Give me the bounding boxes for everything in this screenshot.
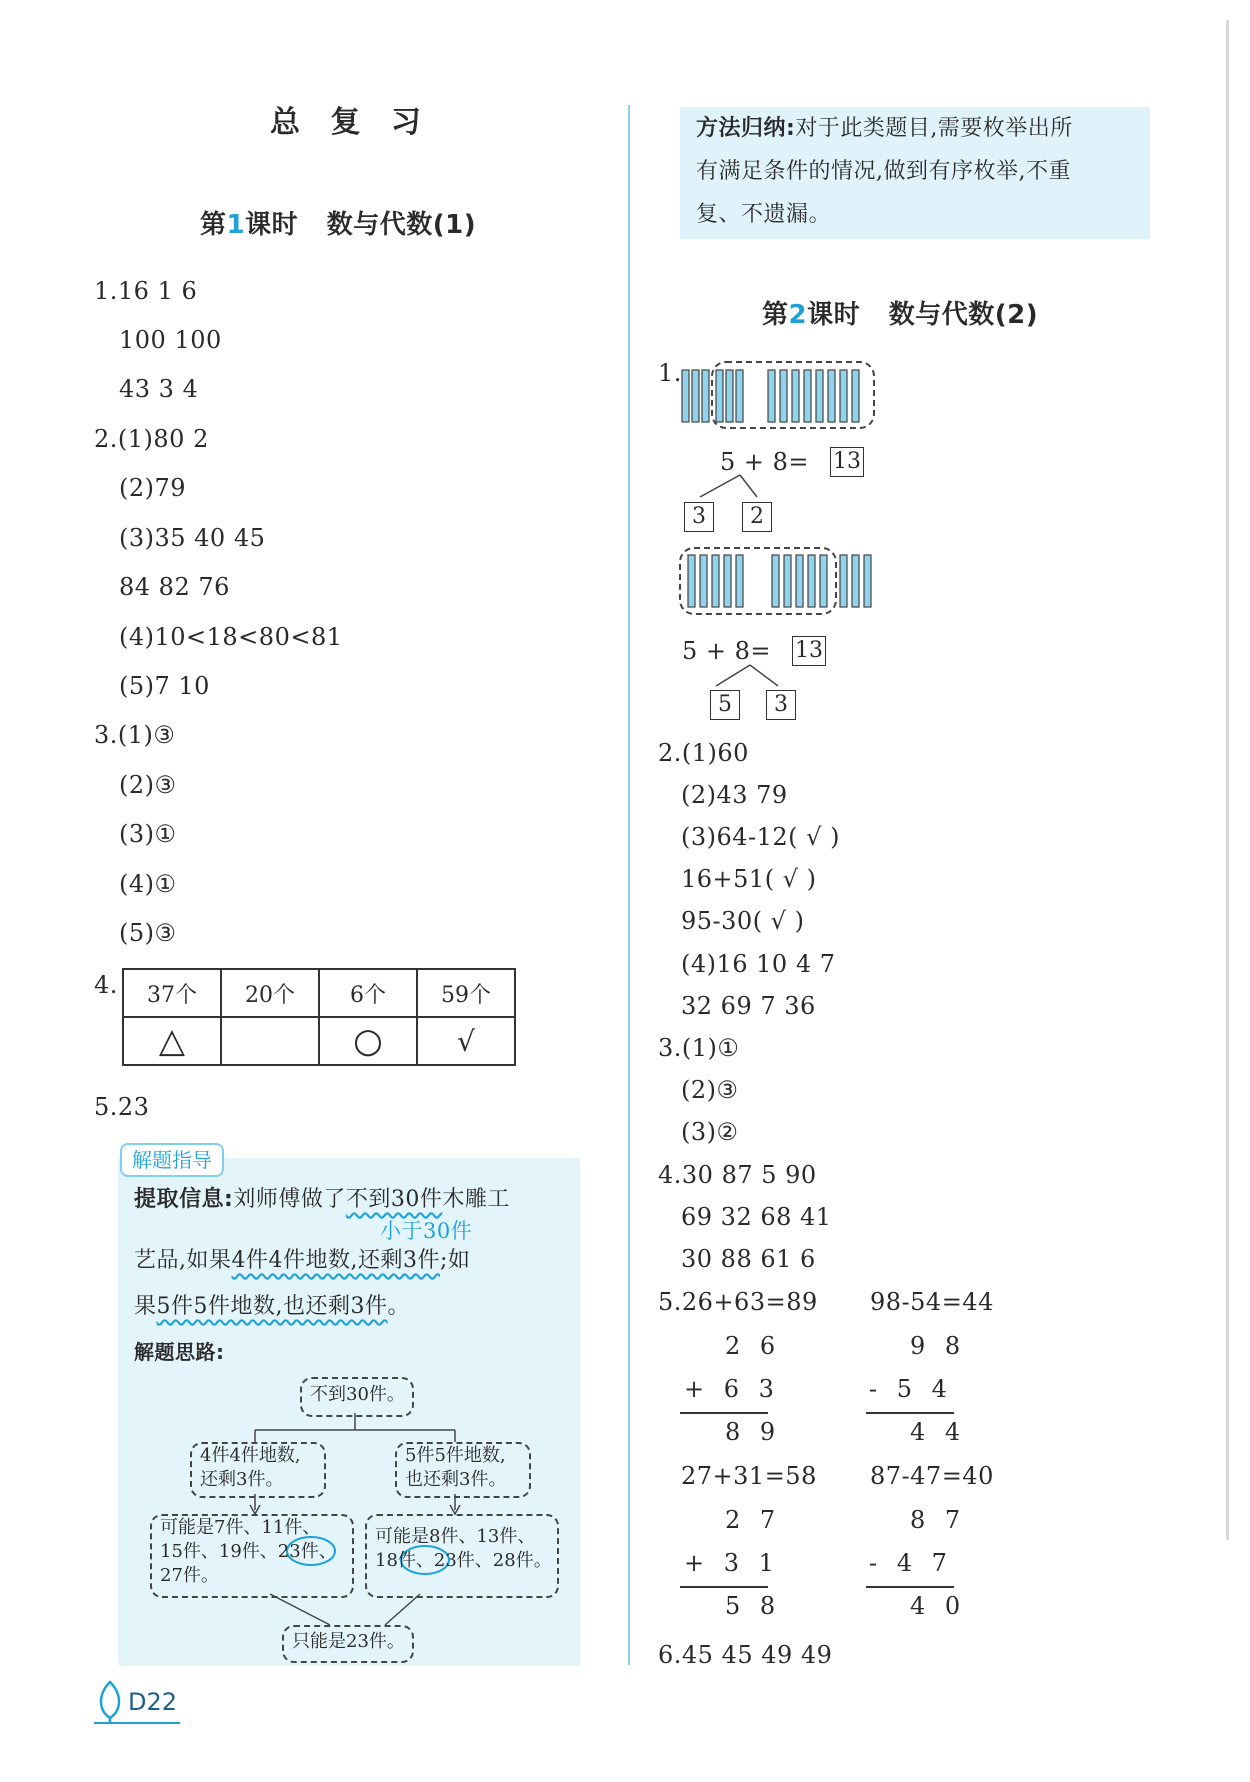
answer-line: 69 32 68 41: [681, 1203, 832, 1231]
flow-left-result-text: 27件。: [160, 1565, 219, 1586]
answer-line: 43 3 4: [119, 375, 199, 403]
vcalc-top: 8 7: [910, 1506, 967, 1534]
flow-left-result-text: 可能是7件、11件、: [160, 1517, 321, 1538]
split-box: 2: [742, 502, 772, 532]
answer-line: 100 100: [119, 326, 222, 354]
flow-left-text: 还剩3件。: [200, 1469, 284, 1490]
q4-cell: √: [417, 1017, 515, 1065]
flow-right-result-text: 18件、23件、28件。: [375, 1550, 552, 1571]
vcalc-op: - 4 7: [869, 1549, 953, 1577]
hint-note: 小于30件: [380, 1219, 473, 1243]
answer-line: 95-30( √ ): [681, 907, 805, 935]
method-line: 方法归纳:对于此类题目,需要枚举出所: [696, 116, 1073, 141]
q4-cell: 37个: [123, 969, 221, 1017]
answer-line: (4)10<18<80<81: [119, 623, 343, 651]
vcalc-top: 2 7: [725, 1506, 782, 1534]
counting-sticks: [0, 0, 1250, 760]
answer-line: (2)③: [119, 771, 177, 799]
vcalc-result: 4 4: [910, 1418, 967, 1446]
flow-left-text: 4件4件地数,: [200, 1445, 301, 1466]
equation: 5 + 8=: [720, 448, 810, 476]
vcalc-line: [680, 1586, 768, 1588]
q4-cell: ○: [319, 1017, 417, 1065]
vcalc-op: - 5 4: [869, 1375, 953, 1403]
flow-left-result-text: 15件、19件、23件、: [160, 1541, 337, 1562]
page-underline: [94, 1722, 180, 1724]
lesson1-heading: 第1课时 数与代数(1): [200, 210, 477, 240]
q4-cell: △: [123, 1017, 221, 1065]
answer-line: 84 82 76: [119, 573, 230, 601]
answer-line: 2.(1)80 2: [94, 425, 209, 453]
result-box: 13: [830, 447, 864, 477]
answer-line: 27+31=58: [681, 1462, 817, 1490]
answer-line: (4)①: [119, 870, 177, 898]
answer-line: 32 69 7 36: [681, 992, 816, 1020]
vcalc-line: [866, 1412, 954, 1414]
split-box: 3: [684, 502, 714, 532]
answer-line: (2)43 79: [681, 781, 788, 809]
flow-top-text: 不到30件。: [310, 1384, 405, 1405]
flow-right-result-text: 可能是8件、13件、: [375, 1526, 536, 1547]
vcalc-line: [680, 1412, 768, 1414]
hint-line: 艺品,如果4件4件地数,还剩3件;如: [134, 1248, 471, 1273]
split-box: 3: [766, 690, 796, 720]
flow-right-text: 也还剩3件。: [405, 1469, 507, 1490]
answer-line: 5.23: [94, 1093, 150, 1121]
result-box: 13: [792, 636, 826, 666]
flow-final-text: 只能是23件。: [292, 1631, 405, 1652]
q4-cell: 20个: [221, 969, 319, 1017]
leaf-icon: [94, 1680, 128, 1724]
hint-tag: 解题指导: [120, 1143, 224, 1177]
answer-line: 4.30 87 5 90: [658, 1161, 817, 1189]
q4-cell: 59个: [417, 969, 515, 1017]
answer-line: (2)③: [681, 1076, 739, 1104]
vcalc-result: 4 0: [910, 1592, 967, 1620]
q4-cell: 6个: [319, 969, 417, 1017]
vcalc-result: 5 8: [725, 1592, 782, 1620]
answer-line: 6.45 45 49 49: [658, 1641, 833, 1669]
vcalc-top: 9 8: [910, 1332, 967, 1360]
answer-line: 30 88 61 6: [681, 1245, 816, 1273]
answer-line: 98-54=44: [870, 1288, 994, 1316]
answer-line: (3)②: [681, 1118, 739, 1146]
answer-line: (3)64-12( √ ): [681, 823, 840, 851]
method-line: 有满足条件的情况,做到有序枚举,不重: [696, 159, 1071, 184]
answer-line: (3)①: [119, 820, 177, 848]
split-box: 5: [710, 690, 740, 720]
answer-line: 3.(1)③: [94, 721, 176, 749]
hint-think-label: 解题思路:: [134, 1340, 225, 1364]
answer-line: 5.26+63=89: [658, 1288, 818, 1316]
vcalc-op: + 6 3: [684, 1375, 780, 1403]
hint-extract-line: 提取信息:刘师傅做了不到30件木雕工: [134, 1187, 510, 1212]
q4-label: 4.: [94, 971, 118, 999]
vcalc-top: 2 6: [725, 1332, 782, 1360]
page-number: D22: [128, 1688, 178, 1716]
vcalc-op: + 3 1: [684, 1549, 780, 1577]
flow-right-text: 5件5件地数,: [405, 1445, 506, 1466]
answer-line: 16+51( √ ): [681, 865, 817, 893]
lesson2-heading: 第2课时 数与代数(2): [762, 300, 1039, 330]
answer-line: 87-47=40: [870, 1462, 994, 1490]
answer-line: (4)16 10 4 7: [681, 950, 836, 978]
vcalc-result: 8 9: [725, 1418, 782, 1446]
method-line: 复、不遗漏。: [696, 202, 832, 227]
answer-line: (5)7 10: [119, 672, 210, 700]
vcalc-line: [866, 1586, 954, 1588]
answer-line: (3)35 40 45: [119, 524, 266, 552]
answer-line: (2)79: [119, 474, 187, 502]
equation: 5 + 8=: [682, 637, 772, 665]
hint-line: 果5件5件地数,也还剩3件。: [134, 1294, 411, 1319]
q1-label: 1.: [658, 359, 682, 387]
answer-line: 2.(1)60: [658, 739, 749, 767]
answer-line: 1.16 1 6: [94, 277, 198, 305]
answer-line: 3.(1)①: [658, 1034, 740, 1062]
answer-line: (5)③: [119, 919, 177, 947]
page-title: 总 复 习: [270, 105, 431, 140]
